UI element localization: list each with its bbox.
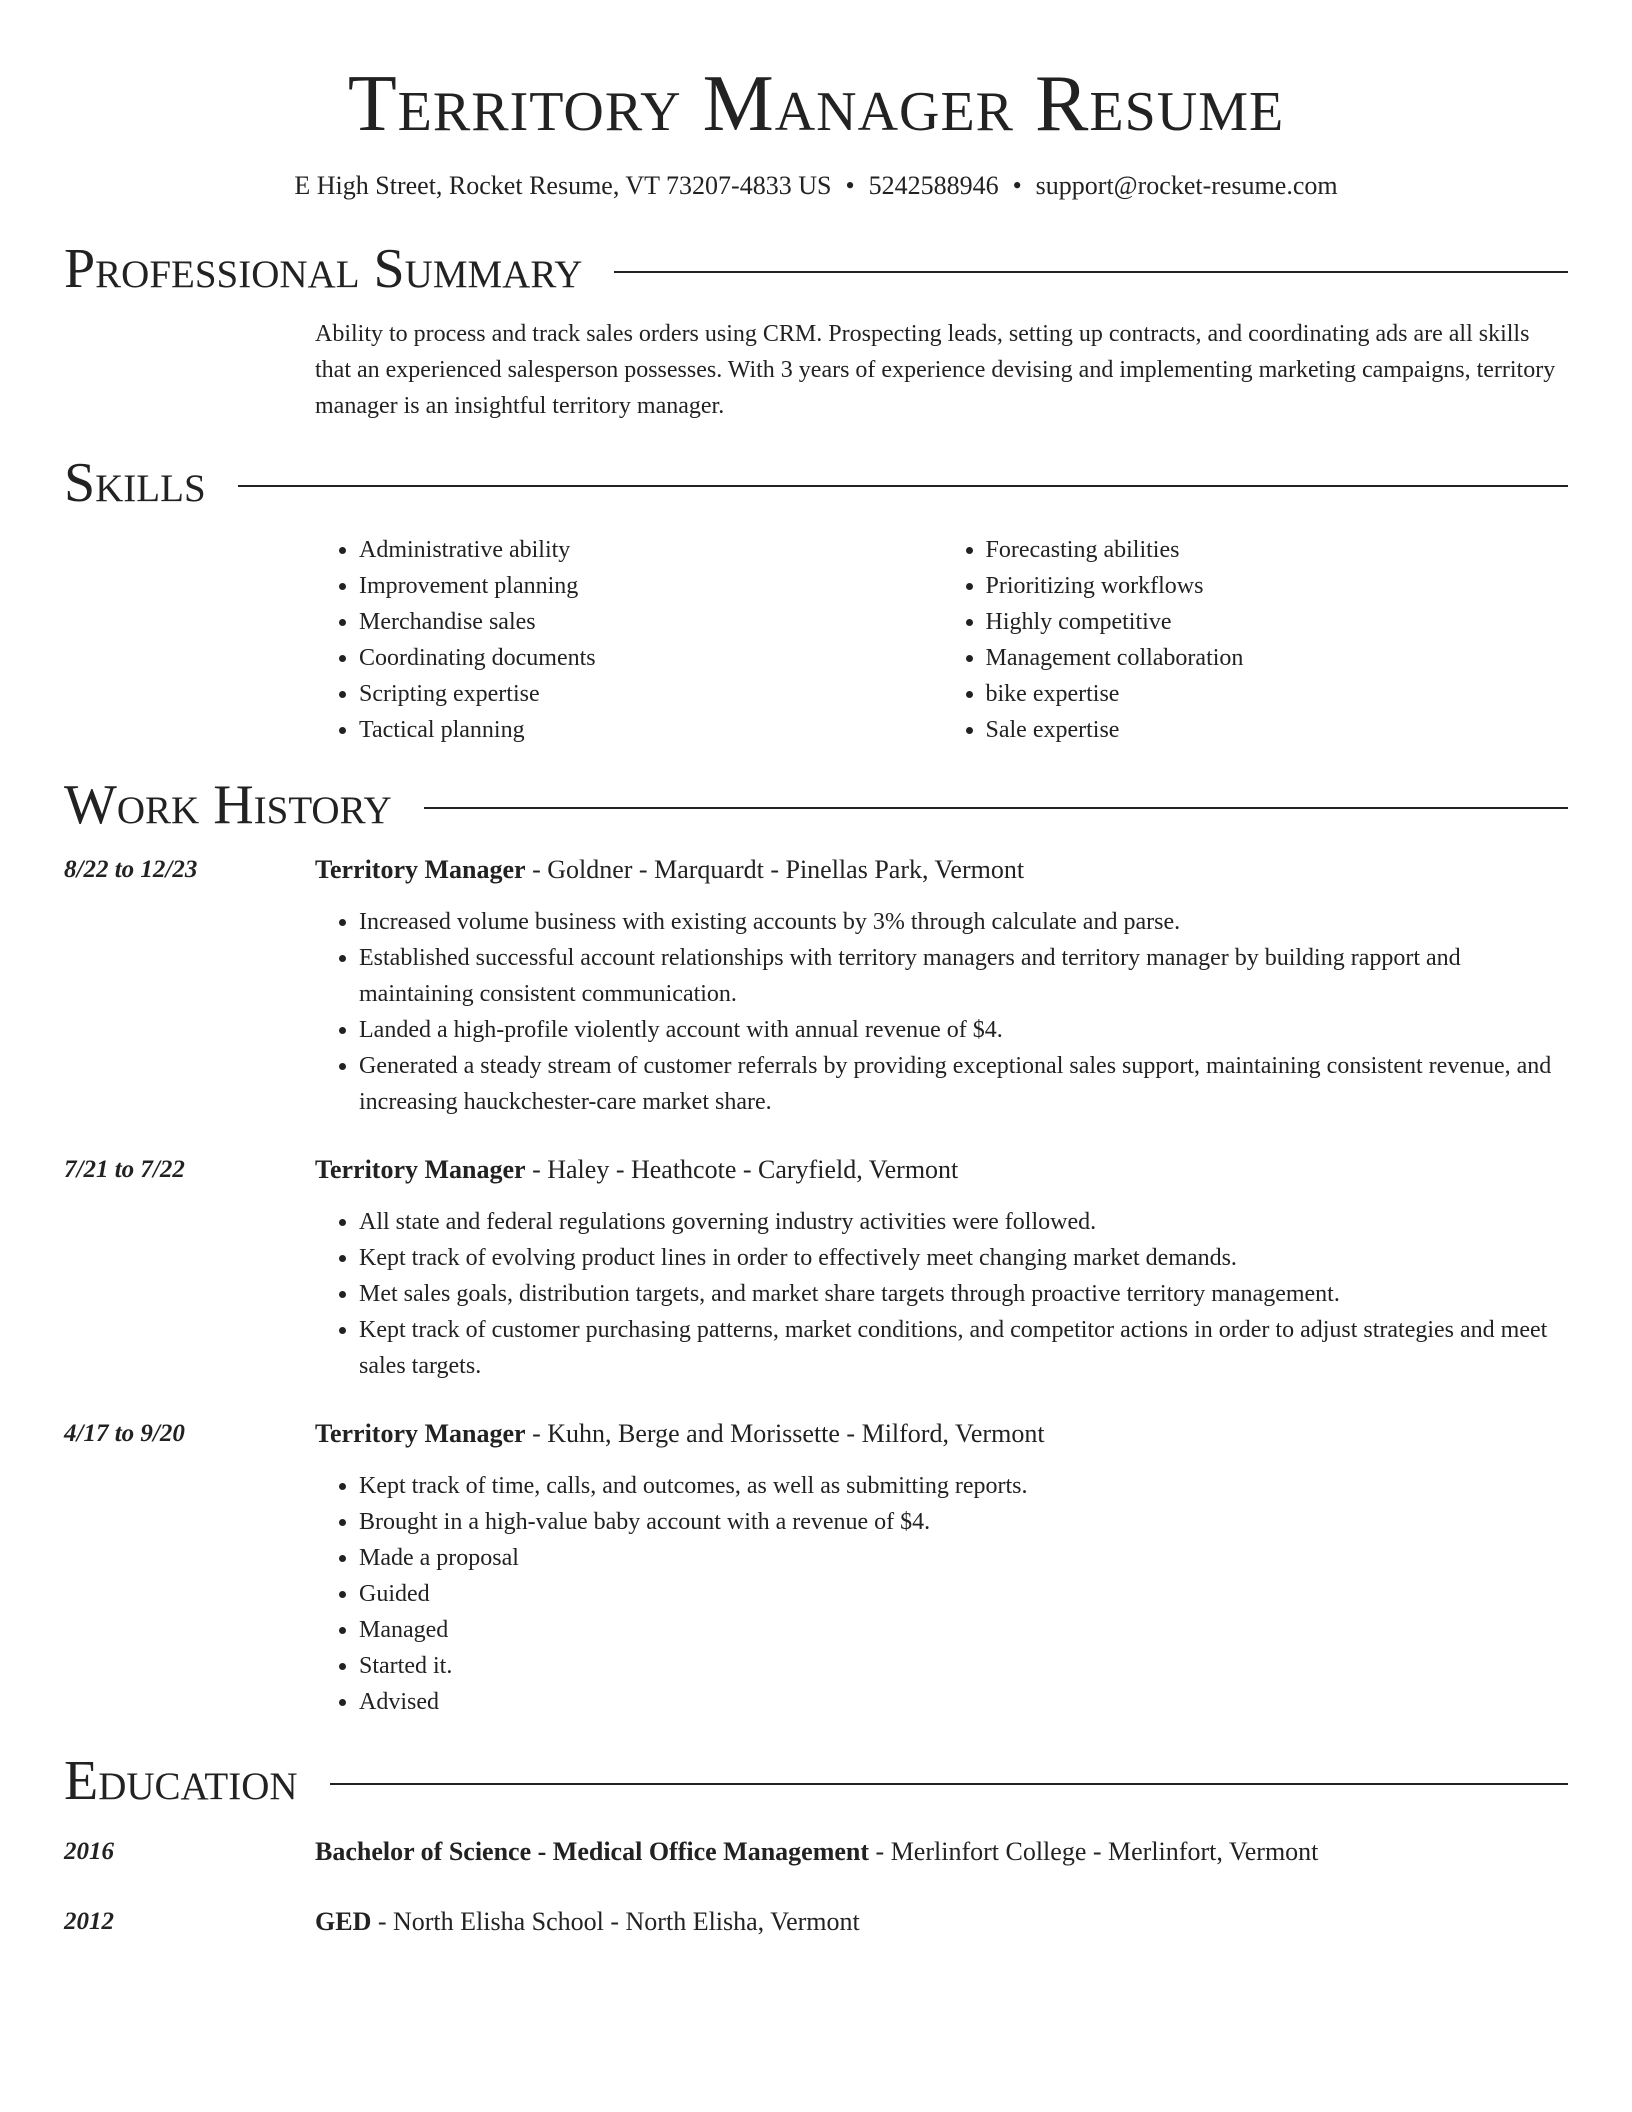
skill-item: • Sale expertise xyxy=(986,712,1569,748)
job-bullet: • Kept track of time, calls, and outcomes, as well as submitting reports. xyxy=(359,1468,1568,1504)
skills-section xyxy=(64,450,1568,748)
skill-item: • Improvement planning xyxy=(359,568,942,604)
work-history-section xyxy=(64,772,1568,1720)
skills-list-left xyxy=(315,532,942,748)
job-bullets xyxy=(315,1204,1568,1384)
resume-title: Territory Manager Resume xyxy=(347,60,1285,148)
section-divider xyxy=(238,485,1568,487)
education-school: - North Elisha School - North Elisha, Vermont xyxy=(371,1907,860,1936)
contact-separator: • xyxy=(845,171,855,200)
contact-address: E High Street, Rocket Resume, VT 73207-4833 US xyxy=(294,171,832,200)
education-section xyxy=(64,1748,1568,1940)
job-content xyxy=(315,852,1568,1120)
job-dates: 8/22 to 12/23 xyxy=(64,856,198,883)
job-content xyxy=(315,1416,1568,1720)
skills-heading: Skills xyxy=(64,452,206,514)
education-degree: Bachelor of Science - Medical Office Management xyxy=(315,1837,870,1866)
education-heading: Education xyxy=(64,1750,298,1812)
section-header xyxy=(64,1748,1568,1814)
job-bullet: • Advised xyxy=(359,1684,1568,1720)
skill-item: • Forecasting abilities xyxy=(986,532,1569,568)
job-header xyxy=(315,852,1568,888)
contact-phone: 5242588946 xyxy=(868,171,999,200)
summary-heading: Professional Summary xyxy=(64,238,583,300)
job-details: - Kuhn, Berge and Morissette - Milford, Vermont xyxy=(525,1419,1045,1448)
summary-section xyxy=(64,236,1568,424)
skill-item: • bike expertise xyxy=(986,676,1569,712)
section-header xyxy=(64,772,1568,838)
job-entry xyxy=(64,852,1568,1120)
work-history-heading: Work History xyxy=(64,774,392,836)
education-details xyxy=(315,1904,1568,1940)
job-bullet: • Landed a high-profile violently account with annual revenue of $4. xyxy=(359,1012,1568,1048)
job-dates: 4/17 to 9/20 xyxy=(64,1420,185,1447)
job-details: - Goldner - Marquardt - Pinellas Park, Vermont xyxy=(525,855,1025,884)
job-header xyxy=(315,1152,1568,1188)
skill-item: • Merchandise sales xyxy=(359,604,942,640)
job-bullets xyxy=(315,904,1568,1120)
job-bullet: • Met sales goals, distribution targets, and market share targets through proactive territory management. xyxy=(359,1276,1568,1312)
section-divider xyxy=(330,1783,1568,1785)
job-bullet: • Generated a steady stream of customer referrals by providing exceptional sales support, maintaining consistent revenue, and increasing hauckchester-care market share. xyxy=(359,1048,1568,1120)
job-bullet: • Guided xyxy=(359,1576,1568,1612)
education-year: 2012 xyxy=(64,1908,114,1935)
education-year: 2016 xyxy=(64,1838,114,1865)
contact-line xyxy=(64,170,1568,202)
job-bullet: • Kept track of evolving product lines in order to effectively meet changing market demands. xyxy=(359,1240,1568,1276)
skill-item: • Tactical planning xyxy=(359,712,942,748)
skill-item: • Administrative ability xyxy=(359,532,942,568)
education-entry xyxy=(64,1834,1568,1870)
skill-item: • Coordinating documents xyxy=(359,640,942,676)
section-header xyxy=(64,450,1568,516)
job-bullet: • Made a proposal xyxy=(359,1540,1568,1576)
job-header xyxy=(315,1416,1568,1452)
education-details xyxy=(315,1834,1568,1870)
education-entry xyxy=(64,1904,1568,1940)
skills-grid xyxy=(315,532,1568,748)
section-divider xyxy=(614,271,1568,273)
job-content xyxy=(315,1152,1568,1384)
job-bullet: • Established successful account relationships with territory managers and territory manager by building rapport and maintaining consistent communication. xyxy=(359,940,1568,1012)
skill-item: • Highly competitive xyxy=(986,604,1569,640)
contact-separator: • xyxy=(1012,171,1022,200)
job-bullet: • Managed xyxy=(359,1612,1568,1648)
skill-item: • Prioritizing workflows xyxy=(986,568,1569,604)
job-bullet: • Kept track of customer purchasing patterns, market conditions, and competitor actions in order to adjust strategies and meet sales targets. xyxy=(359,1312,1568,1384)
job-title: Territory Manager xyxy=(315,1155,526,1184)
job-dates: 7/21 to 7/22 xyxy=(64,1156,185,1183)
job-bullet: • Brought in a high-value baby account with a revenue of $4. xyxy=(359,1504,1568,1540)
job-bullet: • Increased volume business with existing accounts by 3% through calculate and parse. xyxy=(359,904,1568,940)
job-title: Territory Manager xyxy=(315,1419,526,1448)
education-school: - Merlinfort College - Merlinfort, Vermont xyxy=(869,1837,1319,1866)
education-degree: GED xyxy=(315,1907,372,1936)
job-bullet: • All state and federal regulations governing industry activities were followed. xyxy=(359,1204,1568,1240)
skill-item: • Scripting expertise xyxy=(359,676,942,712)
contact-email: support@rocket-resume.com xyxy=(1035,171,1338,200)
skills-list-right xyxy=(942,532,1569,748)
job-entry xyxy=(64,1152,1568,1384)
job-entry xyxy=(64,1416,1568,1720)
summary-text: Ability to process and track sales orders using CRM. Prospecting leads, setting up contracts, and coordinating ads are all skills that an experienced salesperson possesses. With 3 years of experience devising and implementing marketing campaigns, territory manager is an insightful territory manager. xyxy=(315,321,1556,419)
job-bullet: • Started it. xyxy=(359,1648,1568,1684)
skill-item: • Management collaboration xyxy=(986,640,1569,676)
job-details: - Haley - Heathcote - Caryfield, Vermont xyxy=(525,1155,959,1184)
job-title: Territory Manager xyxy=(315,855,526,884)
job-bullets xyxy=(315,1468,1568,1720)
section-header xyxy=(64,236,1568,302)
section-divider xyxy=(424,807,1568,809)
